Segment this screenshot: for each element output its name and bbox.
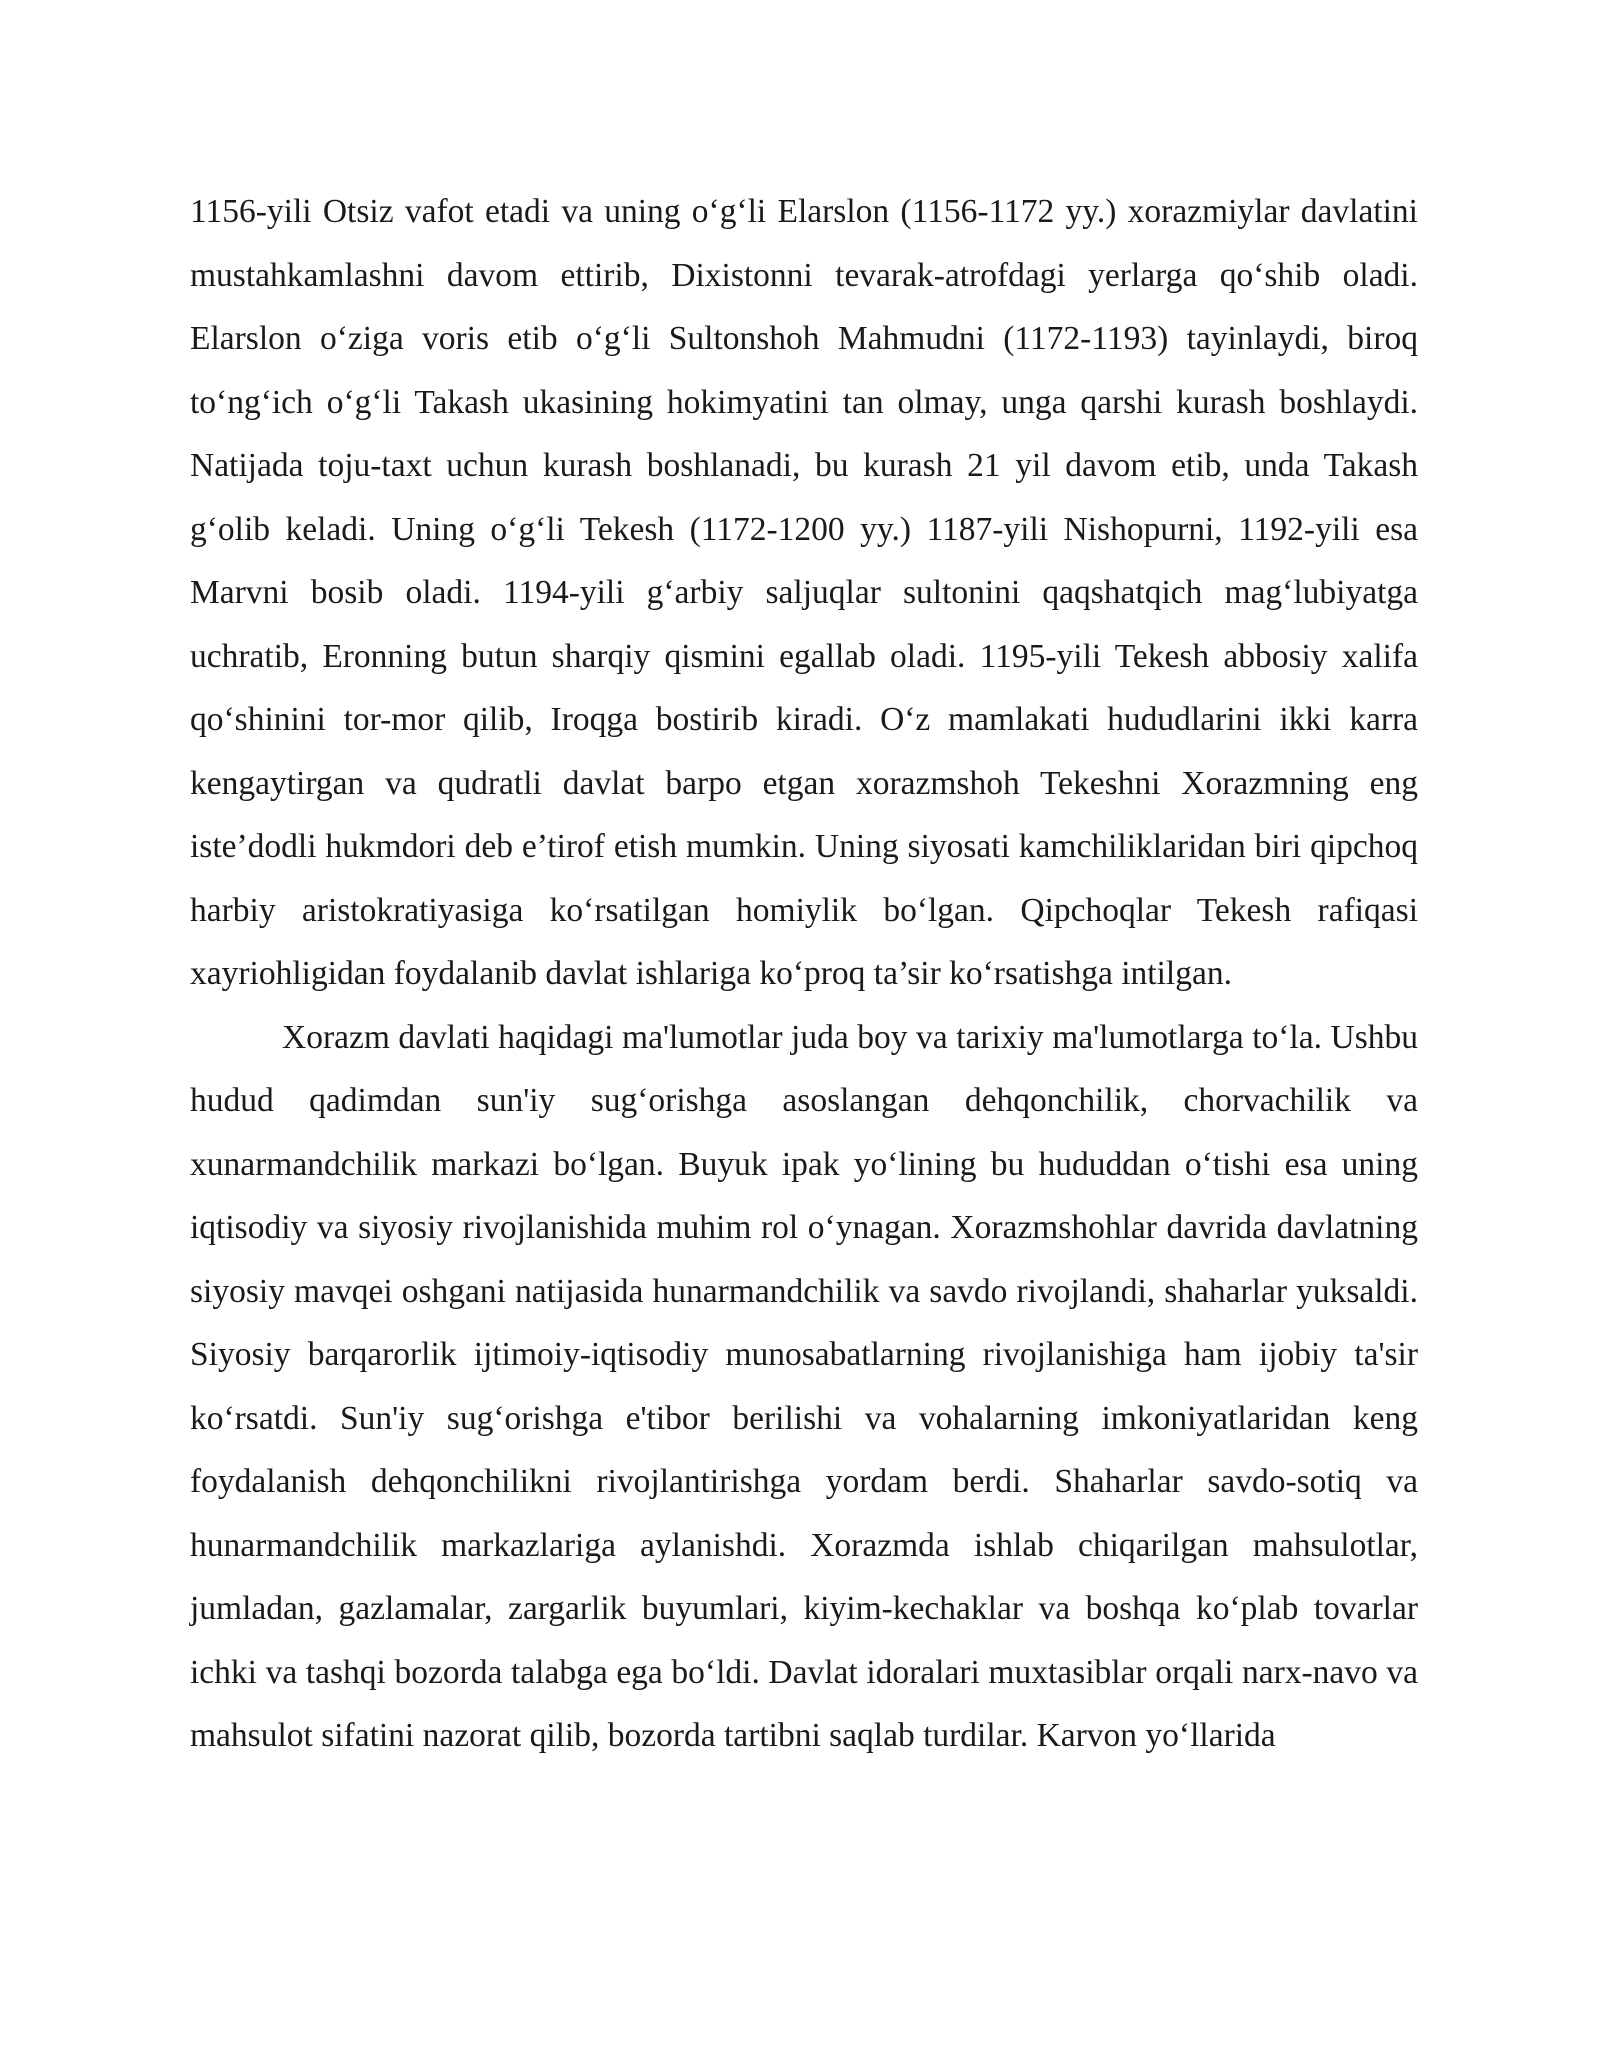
paragraph-1: 1156-yili Otsiz vafot etadi va uning o‘g‘li Elarslon (1156-1172 yy.) xorazmiylar davlatini mustahkamlashni davom ettirib, Dixistonni tevarak-atrofdagi yerlarga qo‘shib oladi. Elarslon o‘ziga voris etib o‘g‘li Sultonshoh Mahmudni (1172-1193) tayinlaydi, biroq to‘ng‘ich o‘g‘li Takash ukasining hokimyatini tan olmay, unga qarshi kurash boshlaydi. Natijada toju-taxt uchun kurash boshlanadi, bu kurash 21 yil davom etib, unda Takash g‘olib keladi. Uning o‘g‘li Tekesh (1172-1200 yy.) 1187-yili Nishopurni, 1192-yili esa Marvni bosib oladi. 1194-yili g‘arbiy saljuqlar sultonini qaqshatqich mag‘lubiyatga uchratib, Eronning butun sharqiy qismini egallab oladi. 1195-yili Tekesh abbosiy xalifa qo‘shinini tor-mor qilib, Iroqga bostirib kiradi. O‘z mamlakati hududlarini ikki karra kengaytirgan va qudratli davlat barpo etgan xorazmshoh Tekeshni Xorazmning eng iste’dodli hukmdori deb e’tirof etish mumkin. Uning siyosati kamchiliklaridan biri qipchoq harbiy aristokratiyasiga ko‘rsatilgan homiylik bo‘lgan. Qipchoqlar Tekesh rafiqasi xayriohligidan foydalanib davlat ishlariga ko‘proq ta’sir ko‘rsatishga intilgan. <box>190 193 1418 992</box>
paragraph-2: Xorazm davlati haqidagi ma'lumotlar juda boy va tarixiy ma'lumotlarga to‘la. Ushbu hudud qadimdan sun'iy sug‘orishga asoslangan dehqonchilik, chorvachilik va xunarmandchilik markazi bo‘lgan. Buyuk ipak yo‘lining bu hududdan o‘tishi esa uning iqtisodiy va siyosiy rivojlanishida muhim rol o‘ynagan. Xorazmshohlar davrida davlatning siyosiy mavqei oshgani natijasida hunarmandchilik va savdo rivojlandi, shaharlar yuksaldi. Siyosiy barqarorlik ijtimoiy-iqtisodiy munosabatlarning rivojlanishiga ham ijobiy ta'sir ko‘rsatdi. Sun'iy sug‘orishga e'tibor berilishi va vohalarning imkoniyatlaridan keng foydalanish dehqonchilikni rivojlantirishga yordam berdi. Shaharlar savdo-sotiq va hunarmandchilik markazlariga aylanishdi. Xorazmda ishlab chiqarilgan mahsulotlar, jumladan, gazlamalar, zargarlik buyumlari, kiyim-kechaklar va boshqa ko‘plab tovarlar ichki va tashqi bozorda talabga ega bo‘ldi. Davlat idoralari muxtasiblar orqali narx-navo va mahsulot sifatini nazorat qilib, bozorda tartibni saqlab turdilar. Karvon yo‘llarida <box>190 1018 1418 1754</box>
body-text <box>190 180 1418 1768</box>
